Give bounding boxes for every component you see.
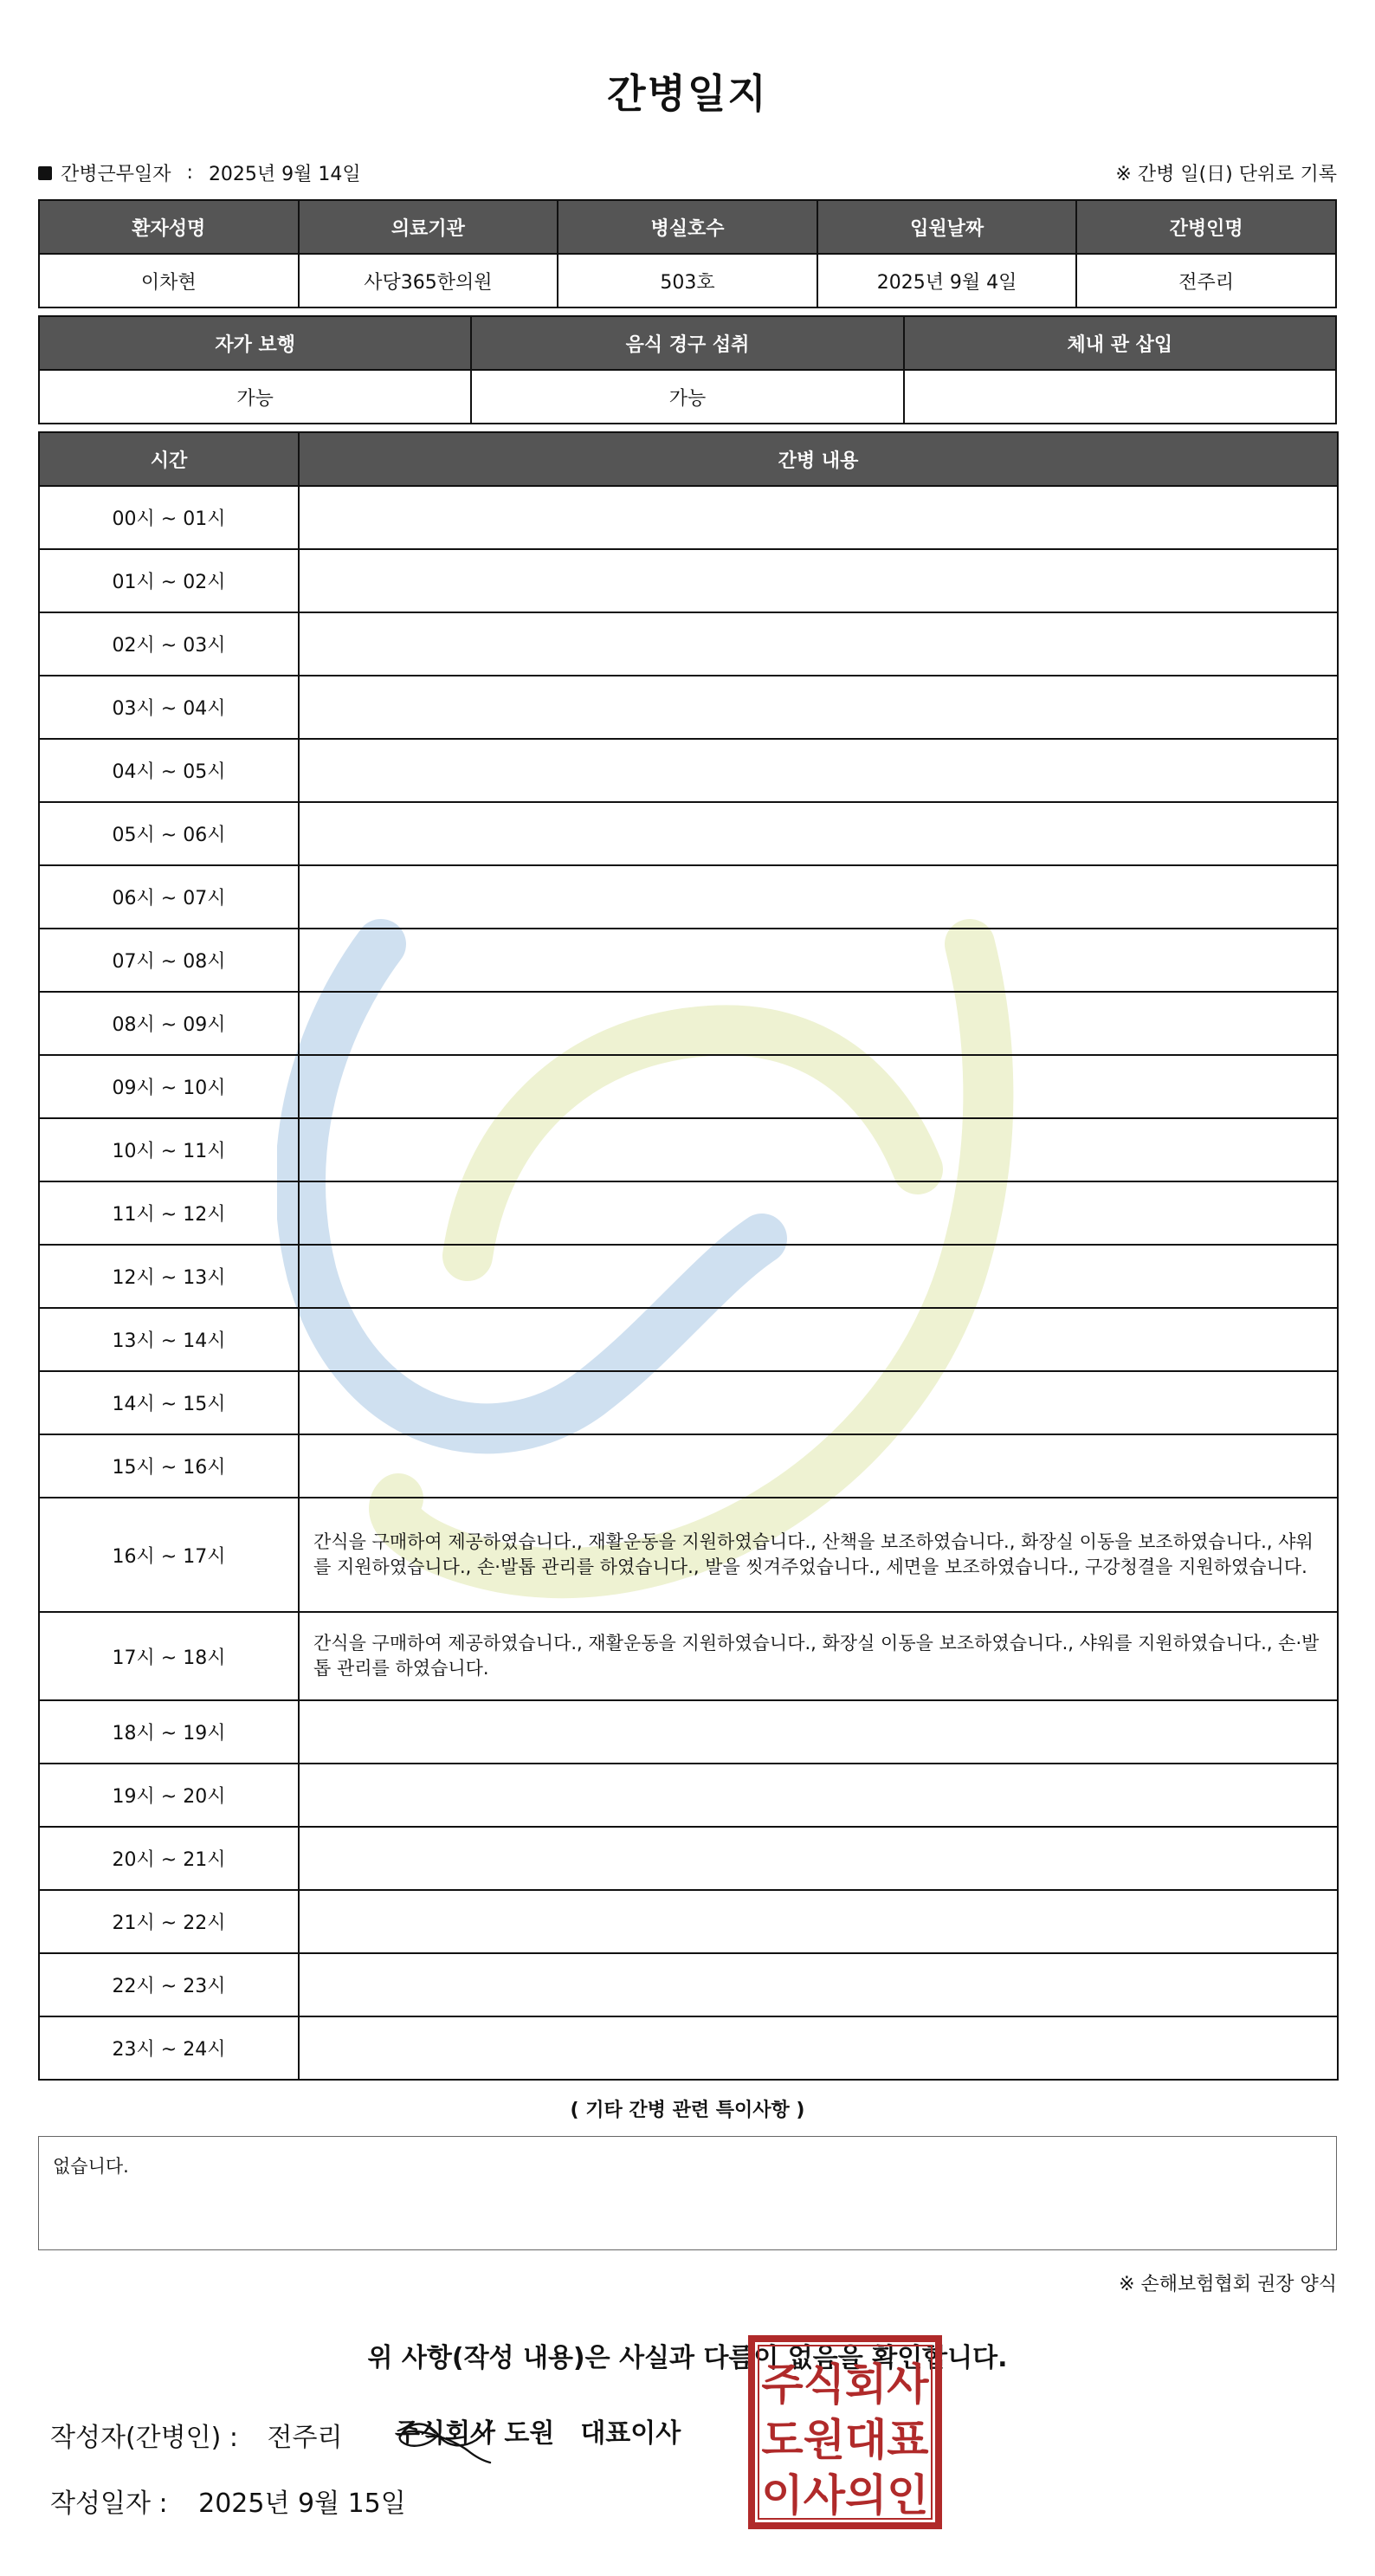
table-row: [39, 1245, 1338, 1308]
patient-name-value: 이차현: [39, 254, 299, 307]
time-cell: 07시 ~ 08시: [39, 929, 299, 992]
written-date-row: [38, 2483, 1337, 2525]
tube-insertion-value: [904, 370, 1336, 424]
self-walking-value: 가능: [39, 370, 471, 424]
time-cell: 17시 ~ 18시: [39, 1612, 299, 1700]
time-cell: 05시 ~ 06시: [39, 802, 299, 865]
table-row: [39, 802, 1338, 865]
table-row: [39, 1118, 1338, 1181]
writer-name: 전주리: [267, 2423, 343, 2453]
time-cell: 04시 ~ 05시: [39, 739, 299, 802]
time-cell: 14시 ~ 15시: [39, 1371, 299, 1434]
hospital-value: 사당365한의원: [299, 254, 558, 307]
care-content-cell: [299, 1055, 1338, 1118]
care-content-cell: [299, 1371, 1338, 1434]
company-name: 주식회사 도원: [395, 2418, 555, 2449]
time-cell: 18시 ~ 19시: [39, 1700, 299, 1764]
time-cell: 08시 ~ 09시: [39, 992, 299, 1055]
table-row: [39, 2016, 1338, 2080]
care-content-cell: [299, 1953, 1338, 2016]
care-log-table: [38, 431, 1339, 2081]
time-cell: 02시 ~ 03시: [39, 612, 299, 676]
care-content-cell: [299, 1434, 1338, 1498]
room-value: 503호: [558, 254, 817, 307]
svg-text:도원대표: 도원대표: [761, 2415, 929, 2465]
care-content-cell: [299, 1700, 1338, 1764]
care-content-cell: [299, 865, 1338, 929]
svg-text:이사의인: 이사의인: [761, 2470, 929, 2521]
table-row: [39, 1308, 1338, 1371]
care-content-cell: [299, 992, 1338, 1055]
time-cell: 12시 ~ 13시: [39, 1245, 299, 1308]
care-content-cell: 간식을 구매하여 제공하였습니다., 재활운동을 지원하였습니다., 화장실 이동을 보조하였습니다., 샤워를 지원하였습니다., 손·발톱 관리를 하였습니다.: [299, 1612, 1338, 1700]
form-source-note: ※ 손해보험협회 권장 양식: [1119, 2274, 1337, 2295]
time-cell: 03시 ~ 04시: [39, 676, 299, 739]
work-date-separator: :: [186, 162, 193, 184]
table-row: [39, 1700, 1338, 1764]
work-date-label: 간병근무일자: [61, 164, 171, 185]
table-row: [39, 1055, 1338, 1118]
table-row: [39, 1953, 1338, 2016]
patient-name-header: 환자성명: [39, 200, 299, 254]
care-content-cell: [299, 1308, 1338, 1371]
care-content-header: 간병 내용: [299, 432, 1338, 486]
tube-insertion-header: 체내 관 삽입: [904, 316, 1336, 370]
care-content-cell: [299, 612, 1338, 676]
admission-date-header: 입원날짜: [817, 200, 1077, 254]
document-title: 간병일지: [607, 70, 768, 117]
time-cell: 21시 ~ 22시: [39, 1890, 299, 1953]
time-cell: 20시 ~ 21시: [39, 1827, 299, 1890]
table-row: [39, 929, 1338, 992]
special-notes-box: 없습니다.: [38, 2136, 1337, 2250]
care-content-cell: [299, 676, 1338, 739]
company-seal-stamp: [748, 2335, 942, 2529]
special-notes-title: ( 기타 간병 관련 특이사항 ): [570, 2100, 805, 2121]
meta-row: [38, 159, 1337, 189]
care-content-cell: [299, 549, 1338, 612]
care-content-cell: [299, 1890, 1338, 1953]
time-cell: 11시 ~ 12시: [39, 1181, 299, 1245]
table-row: [39, 612, 1338, 676]
table-row: [39, 739, 1338, 802]
care-content-cell: [299, 486, 1338, 549]
room-header: 병실호수: [558, 200, 817, 254]
table-row: [39, 1498, 1338, 1612]
time-cell: 01시 ~ 02시: [39, 549, 299, 612]
table-row: [39, 549, 1338, 612]
time-cell: 10시 ~ 11시: [39, 1118, 299, 1181]
care-content-cell: [299, 1245, 1338, 1308]
care-content-cell: [299, 739, 1338, 802]
writer-label: 작성자(간병인) :: [50, 2423, 238, 2453]
care-content-cell: [299, 802, 1338, 865]
company-signatory: [395, 2411, 681, 2450]
table-row: [39, 1181, 1338, 1245]
square-bullet-icon: [38, 166, 52, 180]
caregiver-header: 간병인명: [1076, 200, 1336, 254]
table-row: [39, 486, 1338, 549]
caregiver-value: 전주리: [1076, 254, 1336, 307]
care-content-cell: [299, 1181, 1338, 1245]
time-cell: 13시 ~ 14시: [39, 1308, 299, 1371]
company-role: 대표이사: [580, 2418, 681, 2449]
oral-intake-value: 가능: [471, 370, 903, 424]
written-date-label: 작성일자 :: [50, 2489, 168, 2519]
care-content-cell: [299, 929, 1338, 992]
care-content-cell: [299, 1827, 1338, 1890]
work-date-value: 2025년 9월 14일: [208, 164, 361, 185]
table-row: [39, 1612, 1338, 1700]
table-row: [39, 1764, 1338, 1827]
table-row: [39, 1371, 1338, 1434]
time-cell: 09시 ~ 10시: [39, 1055, 299, 1118]
care-content-cell: [299, 2016, 1338, 2080]
patient-ability-table: [38, 315, 1337, 424]
writer-row: [38, 2416, 1337, 2468]
time-cell: 22시 ~ 23시: [39, 1953, 299, 2016]
self-walking-header: 자가 보행: [39, 316, 471, 370]
svg-text:주식회사: 주식회사: [761, 2359, 929, 2410]
oral-intake-header: 음식 경구 섭취: [471, 316, 903, 370]
time-cell: 15시 ~ 16시: [39, 1434, 299, 1498]
table-row: [39, 1434, 1338, 1498]
table-row: [39, 676, 1338, 739]
table-row: [39, 1827, 1338, 1890]
time-cell: 00시 ~ 01시: [39, 486, 299, 549]
table-row: [39, 992, 1338, 1055]
confirmation-statement: 위 사항(작성 내용)은 사실과 다름이 없음을 확인합니다.: [367, 2343, 1008, 2373]
time-header: 시간: [39, 432, 299, 486]
table-row: [39, 865, 1338, 929]
admission-date-value: 2025년 9월 4일: [817, 254, 1077, 307]
care-content-cell: 간식을 구매하여 제공하였습니다., 재활운동을 지원하였습니다., 산책을 보조하였습니다., 화장실 이동을 보조하였습니다., 샤워를 지원하였습니다., 손·발톱 관리를 하였습니다., 발을 씻겨주었습니다., 세면을 보조하였습니다., 구강청결을 지원하였습니다.: [299, 1498, 1338, 1612]
patient-info-table: [38, 199, 1337, 308]
time-cell: 06시 ~ 07시: [39, 865, 299, 929]
written-date-value: 2025년 9월 15일: [198, 2489, 406, 2519]
time-cell: 19시 ~ 20시: [39, 1764, 299, 1827]
time-cell: 16시 ~ 17시: [39, 1498, 299, 1612]
care-content-cell: [299, 1764, 1338, 1827]
unit-note: ※ 간병 일(日) 단위로 기록: [1115, 164, 1337, 185]
work-date: [38, 159, 361, 186]
table-row: [39, 1890, 1338, 1953]
time-cell: 23시 ~ 24시: [39, 2016, 299, 2080]
care-content-cell: [299, 1118, 1338, 1181]
hospital-header: 의료기관: [299, 200, 558, 254]
